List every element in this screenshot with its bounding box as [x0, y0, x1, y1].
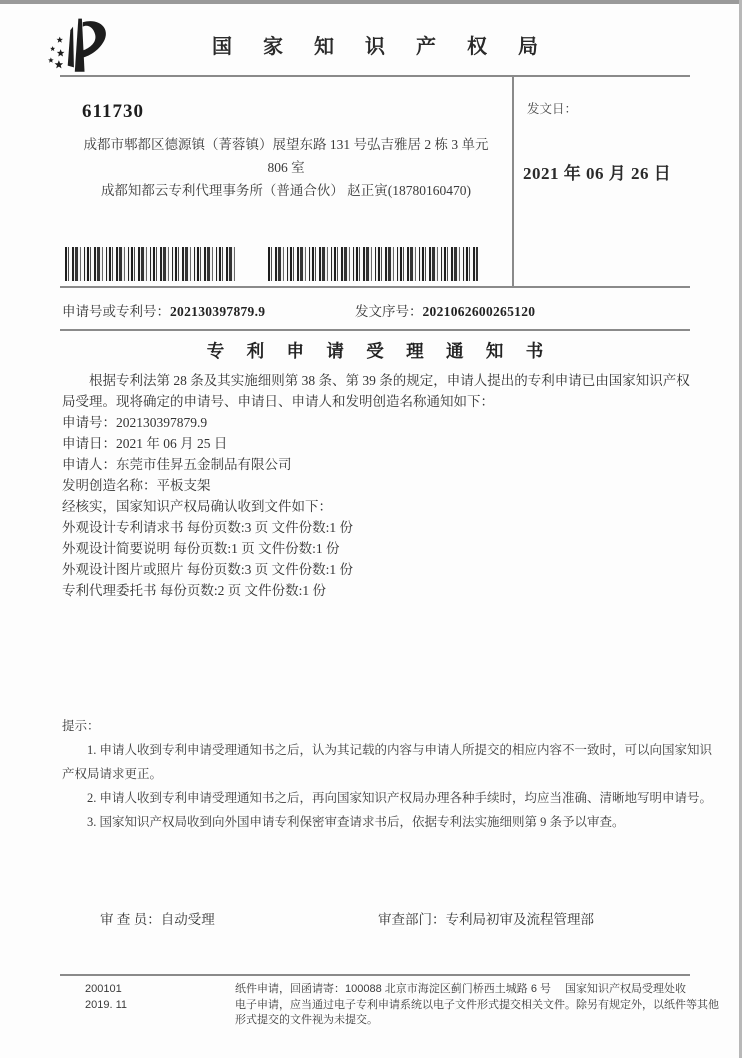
serial-number-value: 2021062600265120	[422, 304, 536, 319]
application-number-label: 申请号或专利号：	[62, 304, 170, 319]
examiner-label: 审 查 员：	[100, 912, 161, 927]
tips-section	[62, 714, 714, 834]
barcode-left	[65, 247, 235, 281]
field-label: 申请日：	[62, 436, 116, 451]
tip-item: 1. 申请人收到专利申请受理通知书之后，认为其记载的内容与申请人所提交的相应内容不一致时，可以向国家知识产权局请求更正。	[62, 743, 713, 781]
field-label: 发明创造名称：	[62, 478, 157, 493]
footer-rule	[60, 974, 690, 976]
footer	[85, 982, 725, 1029]
scan-edge-top	[0, 0, 742, 4]
department-value: 专利局初审及流程管理部	[445, 912, 594, 927]
field-invention-title	[62, 475, 690, 496]
agency-title: 国 家 知 识 产 权 局	[212, 36, 551, 58]
received-documents-intro: 经核实，国家知识产权局确认收到文件如下：	[62, 499, 332, 514]
notice-body	[62, 370, 690, 601]
recipient-address-line2: 806 室	[267, 160, 305, 175]
received-document-item: 外观设计简要说明 每份页数:1 页 文件份数:1 份	[62, 541, 340, 556]
department-label: 审查部门：	[378, 912, 446, 927]
received-document-item: 外观设计专利请求书 每份页数:3 页 文件份数:1 份	[62, 520, 354, 535]
field-value: 2021 年 06 月 25 日	[116, 436, 228, 451]
received-document-item: 外观设计图片或照片 每份页数:3 页 文件份数:1 份	[62, 562, 354, 577]
field-application-no	[62, 412, 690, 433]
serial-number-label: 发文序号：	[355, 304, 423, 319]
footer-note-paper: 纸件申请，回函请寄：100088 北京市海淀区蓟门桥西土城路 6 号 国家知识产权局受理处收	[235, 983, 687, 995]
barcode-right	[268, 247, 478, 281]
footer-form-codes	[85, 982, 235, 1029]
serial-number	[355, 300, 535, 320]
issue-date-box	[512, 77, 690, 286]
field-application-date	[62, 433, 690, 454]
footer-notes	[235, 982, 725, 1029]
application-number	[62, 300, 265, 320]
intro-paragraph: 根据专利法第 28 条及其实施细则第 38 条、第 39 条的规定，申请人提出的专利申请已由国家知识产权局受理。现将确定的申请号、申请日、申请人和发明创造名称通知如下：	[62, 373, 690, 409]
recipient-address-block	[60, 77, 512, 286]
footer-form-date: 2019. 11	[85, 998, 128, 1011]
examiner	[100, 908, 215, 928]
issue-date-value: 2021 年 06 月 26 日	[523, 164, 672, 183]
issue-date-label: 发文日：	[527, 102, 578, 116]
footer-form-code: 200101	[85, 983, 122, 995]
field-value: 平板支架	[156, 478, 211, 493]
department	[378, 908, 594, 928]
notice-title: 专 利 申 请 受 理 通 知 书	[206, 341, 553, 361]
tip-item: 2. 申请人收到专利申请受理通知书之后，再向国家知识产权局办理各种手续时，均应当准确、清晰地写明申请号。	[87, 791, 713, 805]
field-value: 202130397879.9	[116, 415, 208, 430]
agent-line: 成都知都云专利代理事务所（普通合伙） 赵正寅(18780160470)	[100, 183, 472, 198]
postal-code: 611730	[82, 101, 144, 122]
field-label: 申请人：	[62, 457, 116, 472]
field-applicant	[62, 454, 690, 475]
recipient-infobox	[60, 77, 690, 288]
tips-title: 提示：	[62, 719, 100, 733]
application-number-value: 202130397879.9	[170, 304, 266, 319]
field-value: 东莞市佳昇五金制品有限公司	[116, 457, 292, 472]
examiner-value: 自动受理	[160, 912, 215, 927]
tip-item: 3. 国家知识产权局收到向外国申请专利保密审查请求书后，依据专利法实施细则第 9 条予以审查。	[87, 815, 625, 829]
field-label: 申请号：	[62, 415, 116, 430]
footer-note-electronic: 电子申请，应当通过电子专利申请系统以电子文件形式提交相关文件。除另有规定外，以纸件等其他形式提交的文件视为未提交。	[235, 998, 719, 1026]
reference-numbers-row	[60, 288, 690, 331]
recipient-address-line1: 成都市郫都区德源镇（菁蓉镇）展望东路 131 号弘吉雅居 2 栋 3 单元	[83, 137, 489, 152]
received-document-item: 专利代理委托书 每份页数:2 页 文件份数:1 份	[62, 583, 327, 598]
